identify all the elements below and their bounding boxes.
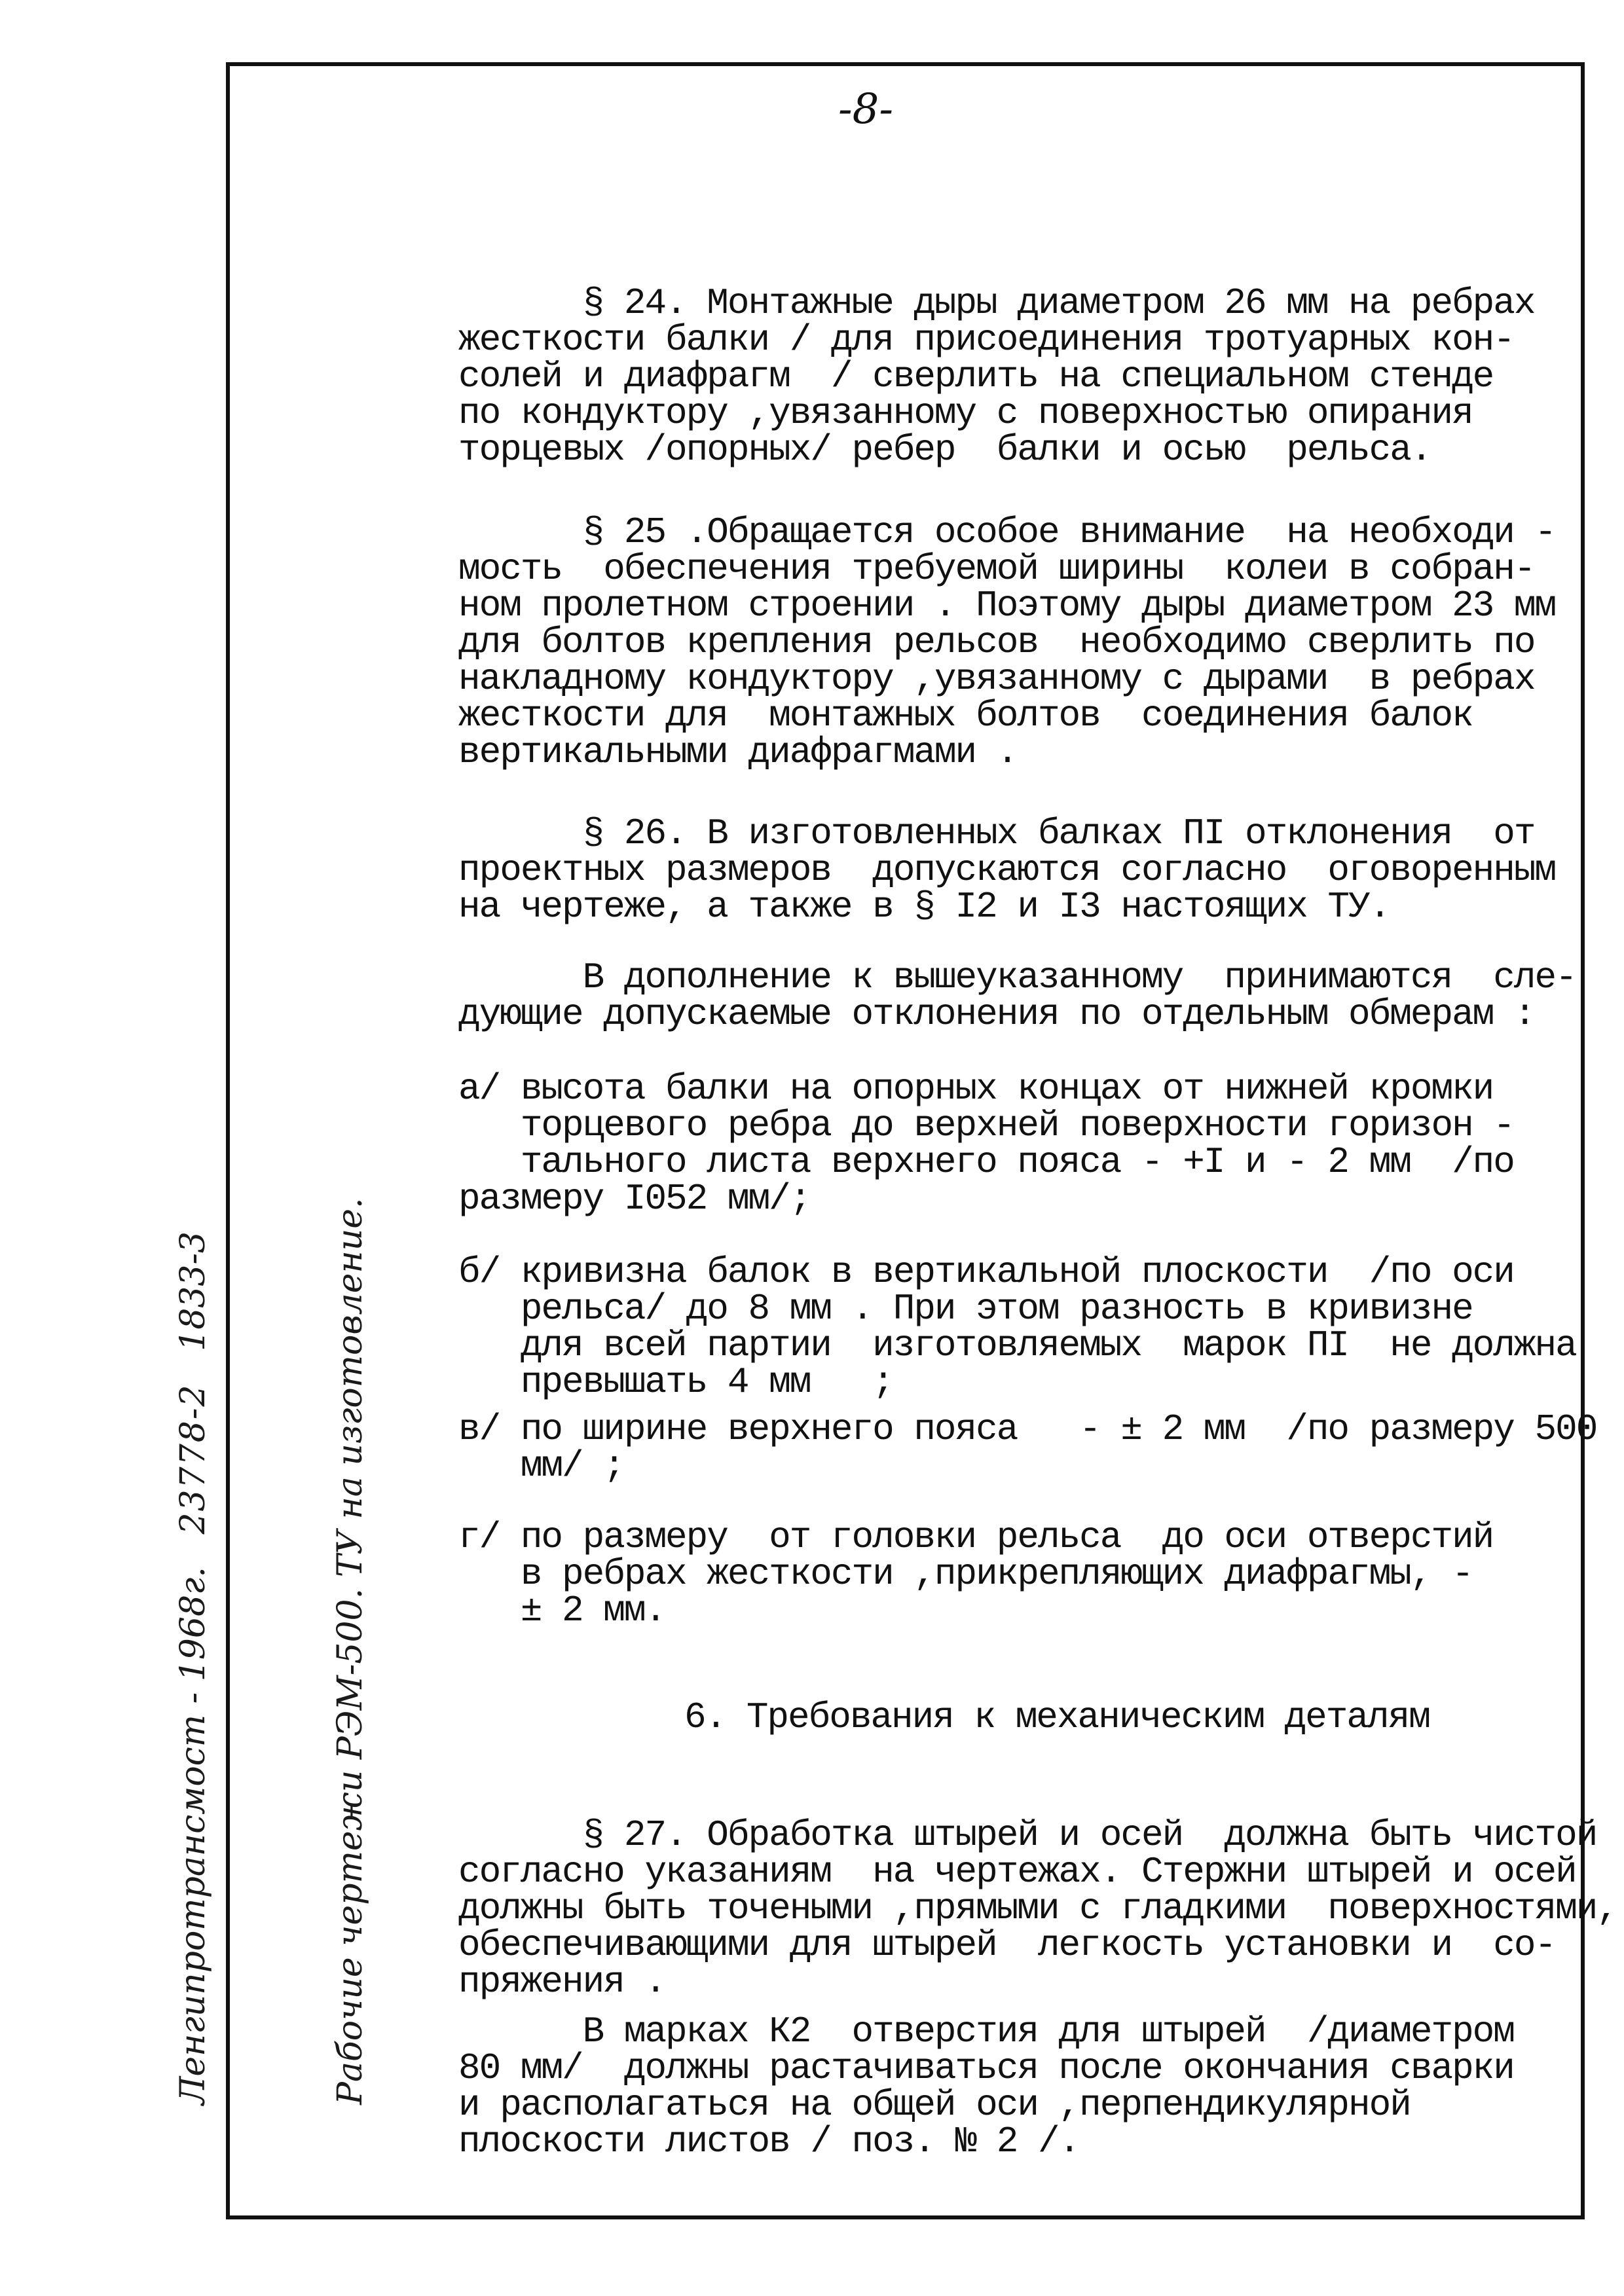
margin-note-doc-number: 1833-3 — [174, 1231, 213, 1351]
list-item-v: в/ по ширине верхнего пояса - ± 2 мм /по размеру 500 мм/ ; — [458, 1408, 1597, 1487]
paragraph-27: § 27. Обработка штырей и осей должна быть чистой согласно указаниям на чертежах. Стержни штырей и осей должны быть точеными ,прямыми с гладкими поверхностями, обеспечивающими для штырей легкость установки и со- пряжения . — [458, 1814, 1617, 2003]
margin-note — [62, 1197, 429, 2105]
paragraph-k2: В марках К2 отверстия для штырей /диаметром 80 мм/ должны растачиваться после окончания сварки и располагаться на общей оси ,перпендикулярной плоскости листов / поз. № 2 /. — [458, 2011, 1514, 2162]
margin-note-line2: Рабочие чертежи РЭМ-500. ТУ на изготовление. — [331, 1197, 370, 2105]
paragraph-25: § 25 .Обращается особое внимание на необходи - мость обеспечения требуемой ширины колеи в собран- ном пролетном строении . Поэтому дыры диаметром 23 мм для болтов крепления рельсов необходимо сверлить по накладному кондуктору ,увязанному с дырами в ребрах жесткости для монтажных болтов соединения балок вертикальными диафрагмами . — [458, 511, 1556, 773]
section-heading-6: 6. Требования к механическим деталям — [684, 1696, 1430, 1738]
paragraph-26: § 26. В изготовленных балках ПI отклонения от проектных размеров допускаются согласно оговоренным на чертеже, а также в § I2 и I3 настоящих ТУ. — [458, 812, 1556, 928]
list-item-a: а/ высота балки на опорных концах от нижней кромки торцевого ребра до верхней поверхности горизон - тального листа верхнего пояса - +I и - 2 мм /по размеру I052 мм/; — [458, 1068, 1514, 1220]
list-item-g: г/ по размеру от головки рельса до оси отверстий в ребрах жесткости ,прикрепляющих диафрагмы, - ± 2 мм. — [458, 1516, 1494, 1631]
page-number: -8- — [838, 85, 893, 134]
list-item-b: б/ кривизна балок в вертикальной плоскости /по оси рельса/ до 8 мм . При этом разность в кривизне для всей партии изготовляемых марок ПI не должна превышать 4 мм ; — [458, 1251, 1576, 1403]
margin-note-org-year: Ленгипротрансмост - 1968г. — [174, 1567, 213, 2105]
paragraph-24: § 24. Монтажные дыры диаметром 26 мм на ребрах жесткости балки / для присоединения тротуарных кон- солей и диафрагм / сверлить на специальном стенде по кондуктору ,увязанному с поверхностью опирания торцевых /опорных/ ребер балки и осью рельса. — [458, 282, 1535, 471]
handwritten-code: 23778-2 — [174, 1383, 213, 1535]
paragraph-additional-tolerances: В дополнение к вышеуказанному принимаются сле- дующие допускаемые отклонения по отдельным обмерам : — [458, 957, 1576, 1035]
margin-note-line1 — [167, 1197, 219, 2105]
